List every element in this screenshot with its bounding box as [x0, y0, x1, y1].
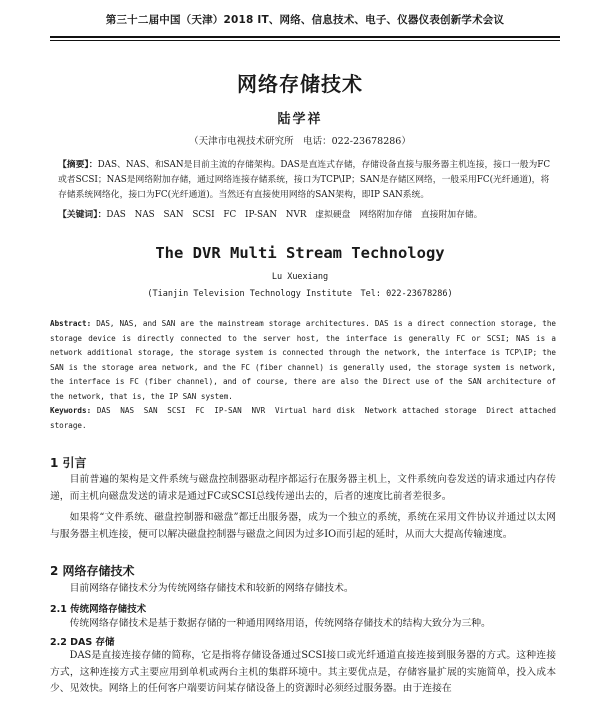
- author-cn: 陆学祥: [277, 112, 323, 127]
- keywords-cn-text: DAS NAS SAN SCSI FC IP-SAN NVR 虚拟硬盘 网络附加存储 直接附加存储。: [106, 210, 483, 220]
- section-2-1-paragraph: 传统网络存储技术是基于数据存储的一种通用网络用语，传统网络存储技术的结构大致分为三种。: [69, 618, 491, 629]
- abstract-en-label: Abstract:: [50, 319, 92, 328]
- header-rule: [50, 36, 560, 38]
- section-1-heading: 1 引言: [50, 456, 87, 470]
- abstract-cn: [58, 158, 556, 203]
- conference-header: 第三十二届中国（天津）2018 IT、网络、信息技术、电子、仪器仪表创新学术会议: [105, 14, 505, 26]
- paper-title-en: The DVR Multi Stream Technology: [155, 244, 445, 262]
- author-en: Lu Xuexiang: [271, 272, 329, 282]
- paper-title-cn: 网络存储技术: [237, 72, 363, 96]
- keywords-cn: [58, 208, 556, 223]
- section-2-paragraph-1: 目前网络存储技术分为传统网络存储技术和较新的网络存储技术。: [69, 583, 354, 594]
- section-2-1-heading: 2.1 传统网络存储技术: [50, 604, 147, 615]
- abstract-cn-text: DAS、NAS、和SAN是目前主流的存储架构。DAS是直连式存储，存储设备直接与服务器主机连接，接口一般为FC或者SCSI；NAS是网络附加存储，通过网络连接存储系统，接口为TCP\IP；SAN是存储区网络，一般采用FC(光纤通道)，将存储系统网络化，接口为FC(光纤通道)。当然还有直接使用网络的SAN架构，即IP SAN系统。: [58, 160, 551, 200]
- affiliation-cn: （天津市电视技术研究所 电话：022-23678286）: [189, 136, 411, 147]
- section-2-2-heading: 2.2 DAS 存储: [50, 637, 115, 648]
- abstract-cn-label: 【摘要】：: [58, 160, 98, 170]
- keywords-en-text: DAS NAS SAN SCSI FC IP-SAN NVR Virtual hard disk Network attached storage Direct attached storage.: [50, 406, 556, 430]
- abstract-en: [50, 317, 556, 404]
- keywords-en-label: Keywords:: [50, 406, 92, 415]
- affiliation-en: (Tianjin Television Technology Institute Tel: 022-23678286): [147, 289, 453, 299]
- keywords-cn-label: 【关键词】：: [58, 210, 107, 220]
- section-1-paragraph-1: 目前普遍的架构是文件系统与磁盘控制器驱动程序都运行在服务器主机上，文件系统向卷发送的请求通过内存传递，而主机向磁盘发送的请求是通过FC或SCSI总线传递出去的，后者的速度比前者差很多。: [50, 474, 556, 502]
- section-1-paragraph-2: 如果将“文件系统、磁盘控制器和磁盘”都迁出服务器，成为一个独立的系统，系统在采用文件协议并通过以太网与服务器主机连接，便可以解决磁盘控制器与磁盘之间因为过多IO而引起的延时，从而大大提高传输速度。: [50, 512, 556, 540]
- section-2-heading: 2 网络存储技术: [50, 564, 135, 578]
- keywords-en: [50, 404, 556, 433]
- abstract-en-text: DAS, NAS, and SAN are the mainstream storage architectures. DAS is a direct connection storage, the storage device is directly connected to the server host, the interface is generally FC or SCSI; NAS is a network additional storage, the storage system is connected through the network, the interface is TCP\IP; the SAN is the storage area network, and the FC (fiber channel) is generally used, the storage system is network, the interface is FC (fiber channel), and of course, there are also the Direct use of the SAN architecture of the network, that is, the IP SAN system.: [50, 319, 556, 401]
- section-2-2-paragraph: DAS是直接连接存储的简称，它是指将存储设备通过SCSI接口或光纤通道直接连接到服务器的方式。这种连接方式，这种连接方式主要应用到单机或两台主机的集群环境中。其主要优点是，存储容量扩展的实施简单，投入成本少、见效快。网络上的任何客户端要访问某存储设备上的资源时必须经过服务器。由于连接在: [50, 650, 556, 694]
- header-rule-thin: [50, 40, 560, 41]
